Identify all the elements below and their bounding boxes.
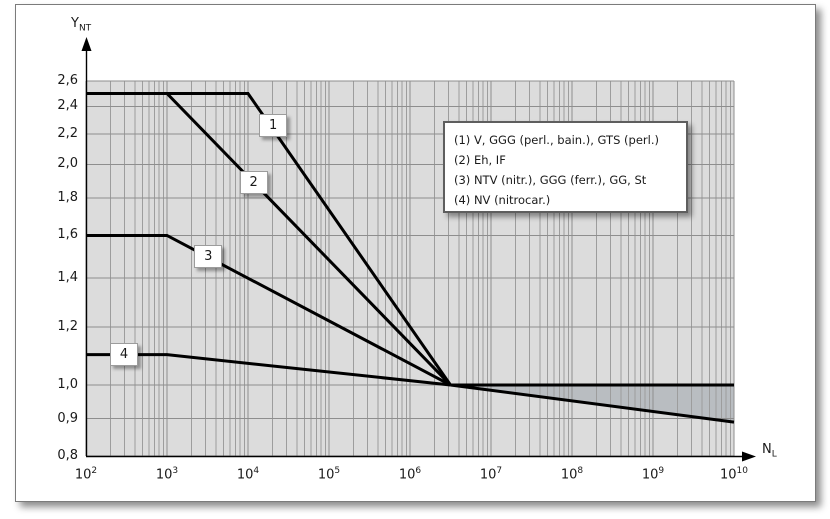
y-tick-label: 0,9 (57, 410, 78, 426)
x-tick-label (224, 463, 272, 483)
x-axis-title-sub: L (771, 449, 777, 460)
y-axis-title-sub: NT (78, 23, 92, 34)
x-tick-base: 10 (641, 467, 659, 483)
x-axis-title (762, 442, 777, 460)
curve-label-3: 3 (194, 245, 222, 268)
x-tick-label (710, 463, 758, 483)
x-tick-base: 10 (155, 467, 173, 483)
x-axis-title-main: N (762, 442, 772, 457)
x-tick-base: 10 (479, 467, 497, 483)
y-tick-label: 1,4 (57, 269, 78, 285)
y-tick-label: 1,8 (57, 189, 78, 205)
y-tick-label: 2,2 (57, 126, 78, 142)
x-tick-exponent: 6 (415, 466, 422, 476)
legend-line-1: (1) V, GGG (perl., bain.), GTS (perl.) (454, 133, 659, 147)
chart-panel (15, 4, 816, 502)
x-tick-label (629, 463, 677, 483)
y-axis-title-main: Y (71, 16, 79, 31)
x-tick-exponent: 8 (577, 466, 584, 476)
x-tick-base: 10 (720, 467, 737, 483)
y-axis-arrow (82, 37, 92, 51)
y-tick-label: 2,0 (57, 156, 78, 172)
x-tick-exponent: 4 (253, 466, 260, 476)
legend-line-4: (4) NV (nitrocar.) (454, 193, 551, 207)
x-tick-label (62, 463, 110, 483)
x-tick-exponent: 2 (91, 466, 98, 476)
x-tick-base: 10 (560, 467, 578, 483)
curve-label-2: 2 (240, 171, 268, 194)
y-axis-title (71, 16, 91, 34)
x-tick-label (467, 463, 515, 483)
x-tick-exponent: 9 (658, 466, 665, 476)
x-tick-exponent: 7 (496, 466, 503, 476)
curve-label-4: 4 (110, 343, 138, 366)
y-tick-label: 2,6 (57, 73, 78, 88)
x-tick-label (386, 463, 434, 483)
x-tick-exponent: 10 (736, 466, 748, 476)
x-tick-exponent: 3 (172, 466, 179, 476)
x-axis-arrow (742, 452, 756, 462)
x-tick-exponent: 5 (334, 466, 341, 476)
legend-line-3: (3) NTV (nitr.), GGG (ferr.), GG, St (454, 173, 647, 187)
y-tick-label: 0,8 (57, 448, 78, 463)
chart-plot (16, 5, 815, 501)
x-tick-label (305, 463, 353, 483)
x-tick-base: 10 (74, 467, 92, 483)
x-tick-label (143, 463, 191, 483)
x-tick-label (548, 463, 596, 483)
legend-box (443, 121, 688, 213)
x-tick-base: 10 (398, 467, 416, 483)
y-tick-label: 1,2 (57, 318, 78, 334)
y-tick-label: 1,0 (57, 377, 78, 392)
x-tick-base: 10 (236, 467, 254, 483)
curve-label-1: 1 (259, 114, 287, 137)
y-tick-label: 2,4 (57, 98, 78, 114)
y-tick-label: 1,6 (57, 227, 78, 243)
x-tick-base: 10 (317, 467, 335, 483)
legend-line-2: (2) Eh, IF (454, 153, 506, 167)
